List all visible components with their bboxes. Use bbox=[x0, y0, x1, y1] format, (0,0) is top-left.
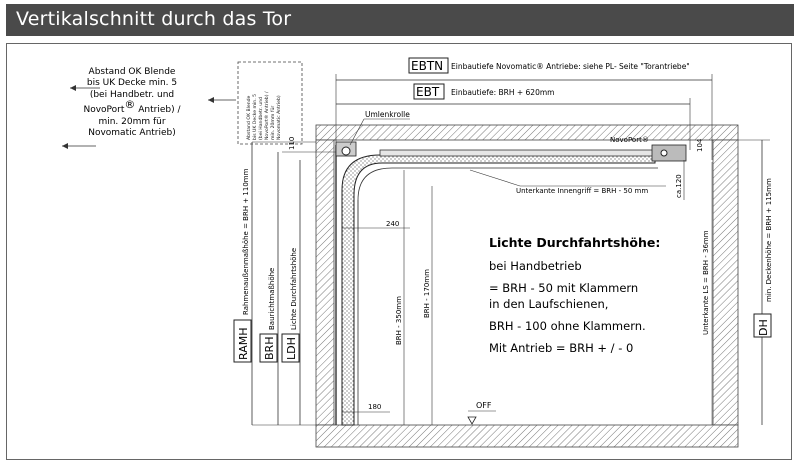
ramh-code: RAMH bbox=[237, 327, 250, 360]
svg-text:NovoPort® Antrieb) /: NovoPort® Antrieb) / bbox=[265, 91, 270, 140]
ebtn-text: Einbautiefe Novomatic® Antriebe: siehe PL- Seite "Torantriebe" bbox=[451, 62, 690, 71]
ebtn-code: EBTN bbox=[411, 59, 444, 73]
right-wall bbox=[713, 140, 738, 425]
left-note bbox=[83, 67, 181, 138]
info-line: = BRH - 50 mit Klammern bbox=[489, 281, 639, 295]
innengriff-label: Unterkante Innengriff = BRH - 50 mm bbox=[516, 187, 649, 195]
brh-text: Baurichtmaßhöhe bbox=[268, 267, 276, 330]
novoport-label: NovoPort® bbox=[610, 136, 649, 144]
dh-code: DH bbox=[757, 319, 770, 336]
ebt-text: Einbautiefe: BRH + 620mm bbox=[451, 88, 555, 97]
operator-rail bbox=[380, 150, 660, 156]
floor-slab bbox=[316, 425, 738, 447]
svg-text:min. 20mm für: min. 20mm für bbox=[271, 105, 276, 140]
svg-text:bis UK Decke min. 5: bis UK Decke min. 5 bbox=[253, 93, 258, 140]
info-line: Mit Antrieb = BRH + / - 0 bbox=[489, 341, 634, 355]
dim-104: 104 bbox=[696, 138, 704, 152]
dim-110: 110 bbox=[288, 136, 296, 150]
brh170-label: BRH - 170mm bbox=[423, 269, 431, 318]
unterkante-ls-label: Unterkante LS = BRH - 36mm bbox=[702, 230, 710, 335]
dim-180: 180 bbox=[368, 403, 382, 411]
svg-text:min. 20mm für: min. 20mm für bbox=[98, 117, 166, 127]
svg-text:Abstand OK Blende: Abstand OK Blende bbox=[88, 67, 176, 77]
novoport-unit bbox=[652, 145, 686, 161]
deckenhoehe-label: min. Deckenhöhe = BRH + 115mm bbox=[765, 178, 773, 302]
info-heading: Lichte Durchfahrtshöhe: bbox=[489, 235, 661, 250]
svg-text:(bei Handbetr. und: (bei Handbetr. und bbox=[89, 90, 175, 100]
ramh-text: Rahmenaußenmaßhöhe = BRH + 110mm bbox=[242, 168, 250, 315]
umlenkrolle-label: Umlenkrolle bbox=[365, 110, 410, 119]
ebt-code: EBT bbox=[416, 85, 440, 99]
info-line: BRH - 100 ohne Klammern. bbox=[489, 319, 646, 333]
info-block bbox=[489, 235, 660, 355]
left-lintel bbox=[316, 140, 334, 425]
svg-text:(bei Handbetr. und: (bei Handbetr. und bbox=[259, 96, 264, 140]
ldh-code: LDH bbox=[285, 337, 298, 360]
svg-text:Novomatic Antrieb): Novomatic Antrieb) bbox=[88, 128, 176, 138]
info-line: in den Laufschienen, bbox=[489, 297, 609, 311]
page-title: Vertikalschnitt durch das Tor bbox=[16, 8, 292, 30]
ceiling-wall bbox=[316, 125, 738, 140]
ldh-text: Lichte Durchfahrtshöhe bbox=[290, 247, 298, 330]
brh-code: BRH bbox=[263, 336, 276, 360]
off-label: OFF bbox=[476, 401, 492, 410]
ca120-label: ca.120 bbox=[675, 174, 683, 198]
svg-text:NovoPort® Antrieb) /: NovoPort® Antrieb) / bbox=[83, 98, 181, 115]
info-line: bei Handbetrieb bbox=[489, 259, 582, 273]
small-note-text bbox=[246, 91, 282, 140]
svg-text:Novomatic Antrieb): Novomatic Antrieb) bbox=[277, 95, 282, 140]
svg-text:Abstand OK Blende: Abstand OK Blende bbox=[247, 95, 252, 140]
dim-240: 240 bbox=[386, 220, 400, 228]
brh350-label: BRH - 350mm bbox=[395, 296, 403, 345]
svg-text:bis UK Decke min. 5: bis UK Decke min. 5 bbox=[86, 78, 178, 88]
